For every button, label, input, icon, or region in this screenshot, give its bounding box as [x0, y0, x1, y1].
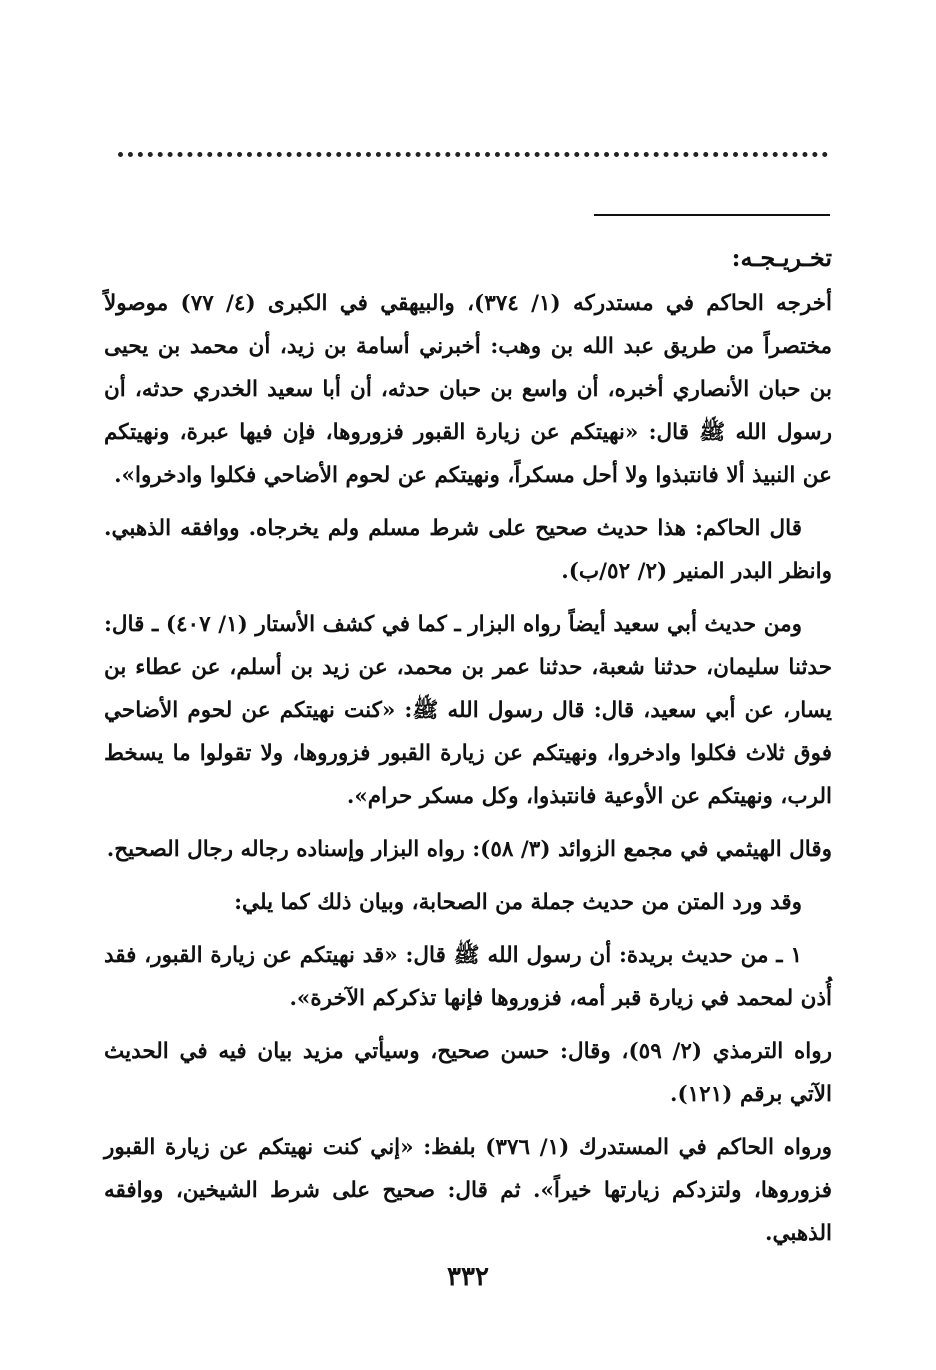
paragraph-takhrij-hakim: أخرجه الحاكم في مستدركه (١/ ٣٧٤)، والبيهقي في الكبرى (٤/ ٧٧) موصولاً مختصراً من طريق عبد الله بن وهب: أخبرني أسامة بن زيد، أن محمد بن يحيى بن حبان الأنصاري أخبره، أن واسع بن حبان حدثه، أن أبا سعيد الخدري حدثه، أن رسول الله ﷺ قال: «نهيتكم عن زيارة القبور فزوروها، فإن فيها عبرة، ونهيتكم عن النبيذ ألا فانتبذوا ولا أحل مسكراً، ونهيتكم عن لحوم الأضاحي فكلوا وادخروا».	[104, 291, 833, 488]
footnote-rule	[594, 214, 830, 216]
paragraph-buraydah-hadith: ١ ـ من حديث بريدة: أن رسول الله ﷺ قال: «قد نهيتكم عن زيارة القبور، فقد أُذن لمحمد في زيارة قبر أمه، فزوروها فإنها تذكركم الآخرة».	[104, 943, 832, 1011]
main-text	[104, 236, 832, 1265]
section-heading: تخـريـجـه:	[731, 243, 832, 272]
paragraph-hakim-grading: قال الحاكم: هذا حديث صحيح على شرط مسلم ولم يخرجاه. ووافقه الذهبي. وانظر البدر المنير (٢/ ٥٢/ب).	[104, 516, 832, 584]
paragraph-companions-intro: وقد ورد المتن من حديث جملة من الصحابة، وبيان ذلك كما يلي:	[234, 890, 802, 915]
paragraph-tirmidhi: رواه الترمذي (٢/ ٥٩)، وقال: حسن صحيح، وسيأتي مزيد بيان فيه في الحديث الآتي برقم (١٢١).	[104, 1039, 832, 1107]
dotted-separator	[118, 152, 828, 157]
paragraph-bazzar-narration: ومن حديث أبي سعيد أيضاً رواه البزار ـ كما في كشف الأستار (١/ ٤٠٧) ـ قال: حدثنا سليمان، حدثنا شعبة، حدثنا عمر بن محمد، عن زيد بن أسلم، عن عطاء بن يسار، عن أبي سعيد، قال: قال رسول الله ﷺ: «كنت نهيتكم عن لحوم الأضاحي فوق ثلاث فكلوا وادخروا، ونهيتكم عن زيارة القبور فزوروها، ولا تقولوا ما يسخط الرب، ونهيتكم عن الأوعية فانتبذوا، وكل مسكر حرام».	[104, 612, 832, 809]
page-number: ٣٣٢	[447, 1262, 489, 1292]
paragraph-hakim-mustadrak: ورواه الحاكم في المستدرك (١/ ٣٧٦) بلفظ: «إني كنت نهيتكم عن زيارة القبور فزوروها، ولتزدكم زيارتها خيراً». ثم قال: صحيح على شرط الشيخين، ووافقه الذهبي.	[104, 1135, 832, 1246]
paragraph-haythami: وقال الهيثمي في مجمع الزوائد (٣/ ٥٨): رواه البزار وإسناده رجاله رجال الصحيح.	[106, 837, 832, 862]
